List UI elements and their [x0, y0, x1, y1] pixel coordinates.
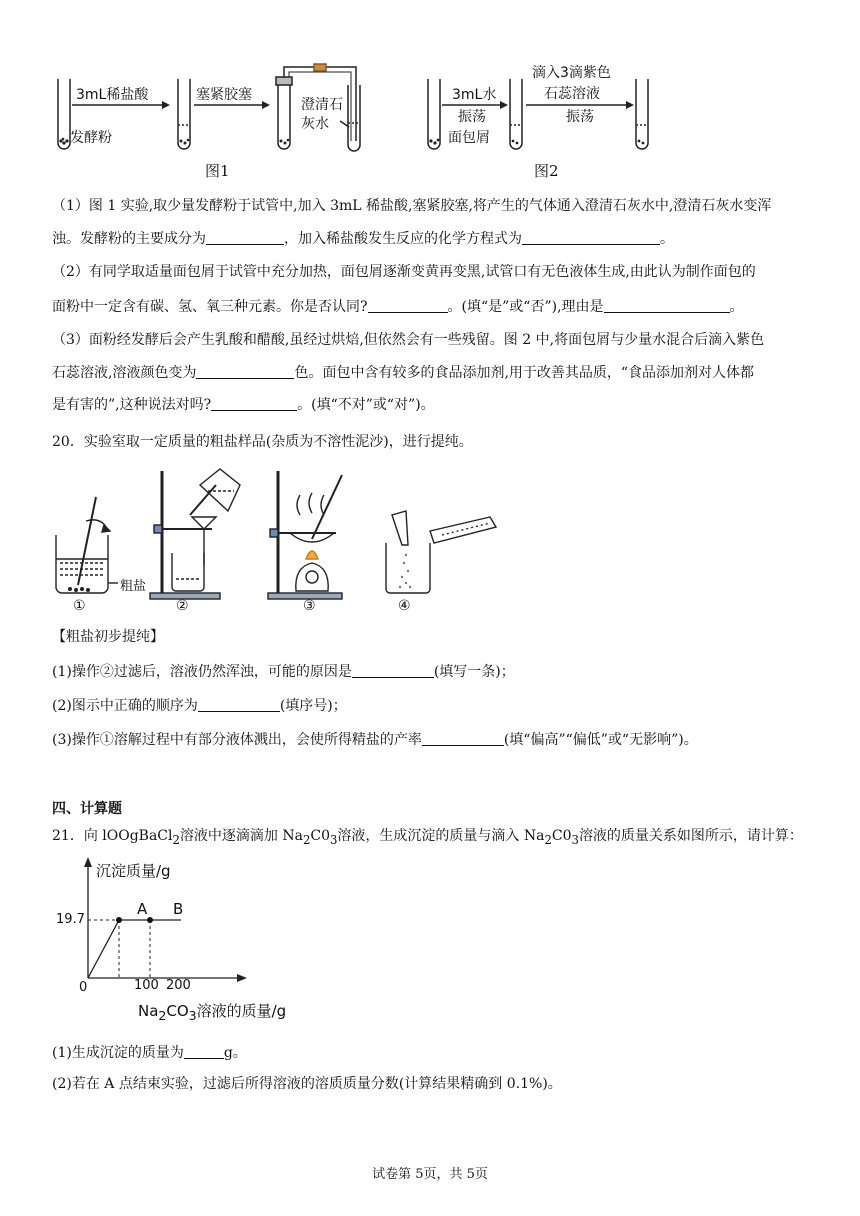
fig1-powder-label: 发酵粉: [70, 130, 112, 146]
answer-blank[interactable]: [368, 296, 448, 313]
fig1-stopper-label: 塞紧胶塞: [196, 87, 252, 103]
step-1-label: ①: [73, 598, 86, 614]
fig1-limewater-label-1: 澄清石: [301, 97, 343, 113]
answer-blank[interactable]: [352, 661, 434, 678]
fig2-crumbs-label: 面包屑: [448, 130, 490, 146]
pouring-setup: [386, 511, 496, 593]
fig2-drops-label-2: 石蕊溶液: [544, 86, 600, 102]
q19-part1-line2: 浊。发酵粉的主要成分为 ，加入稀盐酸发生反应的化学方程式为 。: [52, 228, 822, 249]
page-footer: 试卷第 5页，共 5页: [372, 1167, 488, 1182]
answer-blank[interactable]: [422, 729, 504, 746]
data-point-b: [147, 917, 153, 923]
figure-2-caption: 图2: [534, 162, 559, 180]
salt-purification-figure: [50, 455, 510, 615]
q21-sub1: (1)生成沉淀的质量为 g。: [52, 1042, 822, 1063]
step-4-label: ④: [398, 598, 411, 614]
fig1-acid-label: 3mL稀盐酸: [76, 87, 149, 103]
chart-point-b-label: B: [173, 900, 184, 918]
chart-x-tick-200: 200: [166, 978, 191, 993]
step-2-label: ②: [176, 598, 189, 614]
q19-part2-line2: 面粉中一定含有碳、氢、氧三种元素。你是否认同? 。(填“是”或“否”),理由是 。: [52, 296, 822, 317]
chart-x-tick-100: 100: [134, 978, 159, 993]
q20-title: 20．实验室取一定质量的粗盐样品(杂质为不溶性泥沙)，进行提纯。: [52, 434, 473, 450]
evaporation-stand: [268, 471, 342, 599]
answer-blank[interactable]: [522, 228, 660, 245]
step-3-label: ③: [303, 598, 316, 614]
data-point-a: [116, 917, 122, 923]
answer-blank[interactable]: [198, 695, 280, 712]
beaker-dissolving: [56, 497, 118, 593]
fig1-limewater-label-2: 灰水: [301, 116, 329, 132]
q21-sub2: (2)若在 A 点结束实验，过滤后所得溶液的溶质质量分数(计算结果精确到 0.1%)。: [52, 1076, 562, 1092]
q20-section-heading: 【粗盐初步提纯】: [52, 629, 164, 645]
fig2-shake2-label: 振荡: [566, 109, 594, 125]
figure-1-caption: 图1: [205, 162, 230, 180]
chart-y-label: 沉淀质量/g: [96, 862, 171, 880]
q19-part2-line1: （2）有同学取适量面包屑于试管中充分加热，面包屑逐渐变黄再变黑,试管口有无色液体生成,由此认为制作面包的: [52, 264, 756, 280]
answer-blank[interactable]: [206, 228, 284, 245]
q21-title: 21．向 lOOgBaCl$_2$溶液中逐滴滴加 $Na_2C0_3$溶液，生成沉淀的质量与滴入 $Na_2C0_3$溶液的质量关系如图所示，请计算：: [52, 828, 803, 847]
answer-blank[interactable]: [604, 296, 730, 313]
chart-y-tick-19-7: 19.7: [56, 912, 85, 927]
powder-dots: [59, 138, 68, 145]
section-4-heading: 四、计算题: [52, 801, 122, 817]
q19-part3-line1: （3）面粉经发酵后会产生乳酸和醋酸,虽经过烘焙,但依然会有一些残留。图 2 中,将面包屑与少量水混合后滴入紫色: [52, 332, 765, 348]
fig2-drops-label-1: 滴入3滴紫色: [532, 65, 611, 81]
q20-sub3: (3)操作①溶解过程中有部分液体溅出，会使所得精盐的产率 (填“偏高”“偏低”或“无影响”)。: [52, 729, 822, 750]
answer-blank[interactable]: [211, 394, 297, 411]
test-tube-2: [178, 79, 190, 149]
crude-salt-label: 粗盐: [120, 579, 147, 594]
q19-part1-line1: （1）图 1 实验,取少量发酵粉于试管中,加入 3mL 稀盐酸,塞紧胶塞,将产生的气体通入澄清石灰水中,澄清石灰水变浑: [52, 198, 772, 214]
chart-point-a-label: A: [137, 900, 148, 918]
q20-sub1: (1)操作②过滤后，溶液仍然浑浊，可能的原因是 (填写一条)；: [52, 661, 822, 682]
filtration-stand: [150, 469, 240, 599]
fig2-shake-label: 振荡: [458, 109, 486, 125]
series-line: [88, 920, 181, 978]
answer-blank[interactable]: [184, 1042, 224, 1059]
fig2-water-label: 3mL水: [452, 87, 497, 103]
q20-sub2: (2)图示中正确的顺序为 (填序号)；: [52, 695, 822, 716]
q19-part3-line2: 石蕊溶液,溶液颜色变为 色。面包中含有较多的食品添加剂,用于改善其品质，“食品添加剂对人体都: [52, 362, 822, 383]
answer-blank[interactable]: [196, 362, 294, 379]
q19-part3-line3: 是有害的”,这种说法对吗? 。(填“不对”或“对”)。: [52, 394, 822, 415]
chart-x-label: $Na_2CO_3$溶液的质量/g: [138, 1002, 287, 1023]
chart-origin-label: 0: [79, 980, 88, 995]
limewater-tube: [340, 85, 360, 151]
